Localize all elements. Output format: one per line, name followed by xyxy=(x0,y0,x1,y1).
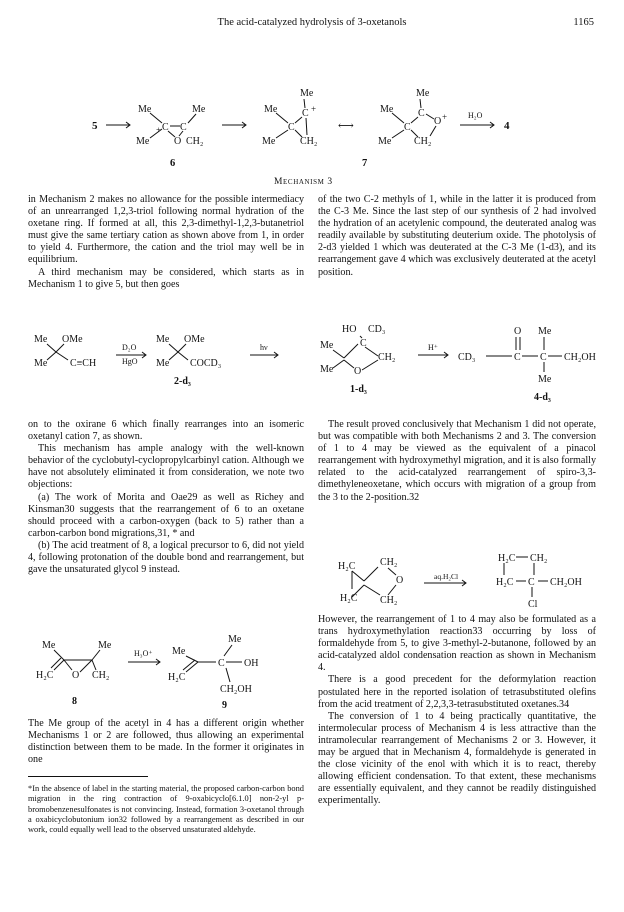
s8-o: O xyxy=(72,670,80,681)
s89-reagent: H₃O⁺ xyxy=(134,649,153,658)
d-prec-me1: Me xyxy=(34,334,48,345)
d4-ch2oh: CH₂OH xyxy=(564,352,596,363)
s8-me1: Me xyxy=(42,640,56,651)
sp-p-h2c2: H₂C xyxy=(496,577,514,588)
spiro-scheme xyxy=(318,545,608,615)
m3-6-c1: C xyxy=(162,122,169,133)
s9-h2c: H₂C xyxy=(168,672,186,683)
left-column-bottom xyxy=(28,718,304,766)
right-column-top xyxy=(318,194,596,279)
m3-reagent: H₂O xyxy=(468,111,483,120)
right-para-2: The result proved conclusively that Mechanism 1 did not operate, but was compatible with both Mechanisms 2 and 3. The conversion of 1 to 4 may be viewed as the equivalent of a pinacol rearrangement with hydroxymethyl migration, and it is also formally related to the acid-catalyzed rearrangement of spiro-3,3-dimethyleneoxetane, which occurs with migration of a group from the 3 to the 2-position.32 xyxy=(318,419,596,503)
sp-reagent: aq.H₂Cl xyxy=(434,572,459,581)
sp-p-ch2: CH₂ xyxy=(530,553,548,564)
s9-c: C xyxy=(218,658,225,669)
m3-7b-plus: + xyxy=(442,112,448,122)
d2-me2: Me xyxy=(156,358,170,369)
deuteration-scheme xyxy=(0,320,624,406)
right-column-middle xyxy=(318,419,596,504)
left-para-1: in Mechanism 2 makes no allowance for the possible intermediacy of an unrearranged 1,2,3-triol following normal hydration of the oxetane ring. If formed at all, this 2,3-dimethyl-1,2,3-butanetriol must give the same tertiary cation as shown above from 1, in order to yield 4. Furthermore, the cation and the triol may well be in equilibrium. xyxy=(28,194,304,266)
cmpd-4d3-label: 4-d₃ xyxy=(534,392,551,403)
right-para-3: However, the rearrangement of 1 to 4 may also be formulated as a trans hydroxymethylation reaction33 occurring by loss of formaldehyde from 5, to give 3-methyl-2-butanone, followed by an acid-catalyzed aldol condensation reaction as shown in Mechanism 4. xyxy=(318,614,596,674)
left-column-middle xyxy=(28,419,304,576)
footnote: *In the absence of label in the starting material, the proposed carbon-carbon bond migration in the ring contraction of 9-oxabicyclo[6.1.0] non-2-yl p-bromobenzenesulfonates is not convincing. Instead, formation 3-oxetanol through a oxabicyclobutonium ion32 followed by a rearrangement as described in our work, could equally well lead to the observed unsaturated aldehyde. xyxy=(28,784,304,835)
d-prec-me2: Me xyxy=(34,358,48,369)
sp-p-ch2oh: CH₂OH xyxy=(550,577,582,588)
sp-p-h2c: H₂C xyxy=(498,553,516,564)
left-para-6: (b) The acid treatment of 8, a logical precursor to 6, did not yield 4, following protonation of the double bond and rearrangement, but gave the unsaturated glycol 9 instead. xyxy=(28,539,304,576)
m3-7b-c2: C xyxy=(418,108,425,119)
s9-oh: OH xyxy=(244,658,259,669)
running-header xyxy=(30,16,594,30)
m3-6-plus: + xyxy=(156,125,162,135)
sp-ch2-bot: CH₂ xyxy=(380,595,398,606)
d-prec-ome: OMe xyxy=(62,334,83,345)
right-para-5: The conversion of 1 to 4 being practically quantitative, the intermolecular process of Mechanism 4 is less attractive than the intramolecular rearrangement of Mechanisms 2 or 3. However, it may be argued that in Mechanism 4, formaldehyde is generated in the close vicinity of the enol with which it is to react, thereby allowing efficient condensation. To that extent, these mechanisms are essentially equivalent, and they cannot be readily distinguished experimentally. xyxy=(318,710,596,807)
m3-6-ch2: CH₂ xyxy=(186,136,204,147)
d-reagent-bottom: HgO xyxy=(122,357,138,366)
m3-7b-c1: C xyxy=(404,122,411,133)
s8-h2c: H₂C xyxy=(36,670,54,681)
m3-7b-o: O xyxy=(434,116,442,127)
mechanism-3-caption: Mechanism 3 xyxy=(274,177,333,187)
m3-6-o: O xyxy=(174,136,182,147)
s8-me2: Me xyxy=(98,640,112,651)
scheme-8-to-9 xyxy=(0,632,304,716)
cmpd-8-label: 8 xyxy=(72,696,77,707)
d2-cocd3: COCD₃ xyxy=(190,358,222,369)
d1-o: O xyxy=(354,366,362,377)
cmpd-1d3-label: 1-d₃ xyxy=(350,384,367,395)
sp-h2c-bot: H₂C xyxy=(340,593,358,604)
m3-7a-me-top: Me xyxy=(300,88,314,99)
running-title: The acid-catalyzed hydrolysis of 3-oxetanols xyxy=(217,17,407,28)
d-hplus: H⁺ xyxy=(428,343,438,352)
page-number: 1165 xyxy=(573,17,594,28)
d1-c: C xyxy=(360,338,367,349)
left-para-7: The Me group of the acetyl in 4 has a different origin whether Mechanisms 1 or 2 are followed, thus allowing an experimental distinction between them to be made. In the former it originates in one xyxy=(28,718,304,766)
m3-6-me2: Me xyxy=(192,104,206,115)
m3-7a-ch2: CH₂ xyxy=(300,136,318,147)
d4-c1: C xyxy=(514,352,521,363)
cmpd-7-label: 7 xyxy=(362,158,368,169)
right-para-1: of the two C-2 methyls of 1, while in the latter it is produced from the C-3 Me. Since the last step of our synthesis of 2 had involved the hydration of an acetylenic compound, the deuterated analog was readily available by substituting deuterium oxide. The photolysis of 2-d3 yielded 1 which was deuterated at the C-3 Me (1-d3), and its rearrangement gave 4 which was exclusively deuterated at the acetyl position. xyxy=(318,194,596,278)
footnote-rule xyxy=(28,776,148,777)
resonance-arrow: ⟷ xyxy=(338,120,354,132)
mechanism-3-scheme xyxy=(0,80,624,190)
d4-c2: C xyxy=(540,352,547,363)
d1-me2: Me xyxy=(320,364,334,375)
d-reagent-top: D₂O xyxy=(122,343,137,352)
d-hv: hν xyxy=(260,343,268,352)
sp-ch2-top: CH₂ xyxy=(380,557,398,568)
m3-7a-c2: C xyxy=(302,108,309,119)
right-column-bottom xyxy=(318,614,596,808)
s8-ch2: CH₂ xyxy=(92,670,110,681)
left-para-3: on to the oxirane 6 which finally rearranges into an isomeric oxetanyl cation 7, as shown. xyxy=(28,419,304,443)
d2-ome: OMe xyxy=(184,334,205,345)
cmpd-4-label: 4 xyxy=(504,120,510,132)
left-para-4: This mechanism has ample analogy with the well-known behavior of the cyclobutyl-cyclopropylcarbinyl cation. Although we have not absolutely eliminated it from consideration, we note two objections: xyxy=(28,443,304,491)
cmpd-5-label: 5 xyxy=(92,120,98,132)
d4-o: O xyxy=(514,326,522,337)
m3-7b-ch2: CH₂ xyxy=(414,136,432,147)
m3-6-me3: Me xyxy=(136,136,150,147)
s9-me1: Me xyxy=(172,646,186,657)
sp-p-c: C xyxy=(528,577,535,588)
sp-h2c-top: H₂C xyxy=(338,561,356,572)
d-prec-ccH: C≡CH xyxy=(70,358,97,369)
d4-me-top: Me xyxy=(538,326,552,337)
d1-ho: HO xyxy=(342,324,357,335)
m3-7b-me-top: Me xyxy=(416,88,430,99)
d1-cd3: CD₃ xyxy=(368,324,386,335)
cmpd-6-label: 6 xyxy=(170,158,176,169)
sp-p-cl: Cl xyxy=(528,599,538,610)
m3-7b-me1: Me xyxy=(380,104,394,115)
d4-me-bottom: Me xyxy=(538,374,552,385)
d4-cd3: CD₃ xyxy=(458,352,476,363)
left-para-2: A third mechanism may be considered, which starts as in Mechanism 1 to give 5, but then goes xyxy=(28,266,304,290)
cmpd-2d3-label: 2-d₃ xyxy=(174,376,191,387)
right-para-4: There is a good precedent for the deformylation reaction postulated here in the reported isolation of tetrasubstituted olefins from the acid treatment of 2,2,3,3-tetrasubstituted oxetanes.34 xyxy=(318,674,596,710)
m3-7a-c1: C xyxy=(288,122,295,133)
m3-7b-me2: Me xyxy=(378,136,392,147)
d2-me1: Me xyxy=(156,334,170,345)
sp-o: O xyxy=(396,575,404,586)
s9-ch2oh: CH₂OH xyxy=(220,684,252,695)
m3-7a-me1: Me xyxy=(264,104,278,115)
d1-me1: Me xyxy=(320,340,334,351)
m3-7a-me2: Me xyxy=(262,136,276,147)
left-para-5: (a) The work of Morita and Oae29 as well as Richey and Kinsman30 suggests that the rearrangement of 6 to an oxetane should proceed with a carbon-oxygen (back to 5) rather than a carbon-carbon bond migrations,31, * and xyxy=(28,491,304,539)
m3-7a-plus: + xyxy=(311,104,317,114)
cmpd-9-label: 9 xyxy=(222,700,227,711)
left-column-top xyxy=(28,194,304,291)
s9-me-top: Me xyxy=(228,634,242,645)
m3-6-c2: C xyxy=(180,122,187,133)
m3-6-me1: Me xyxy=(138,104,152,115)
d1-ch2: CH₂ xyxy=(378,352,396,363)
